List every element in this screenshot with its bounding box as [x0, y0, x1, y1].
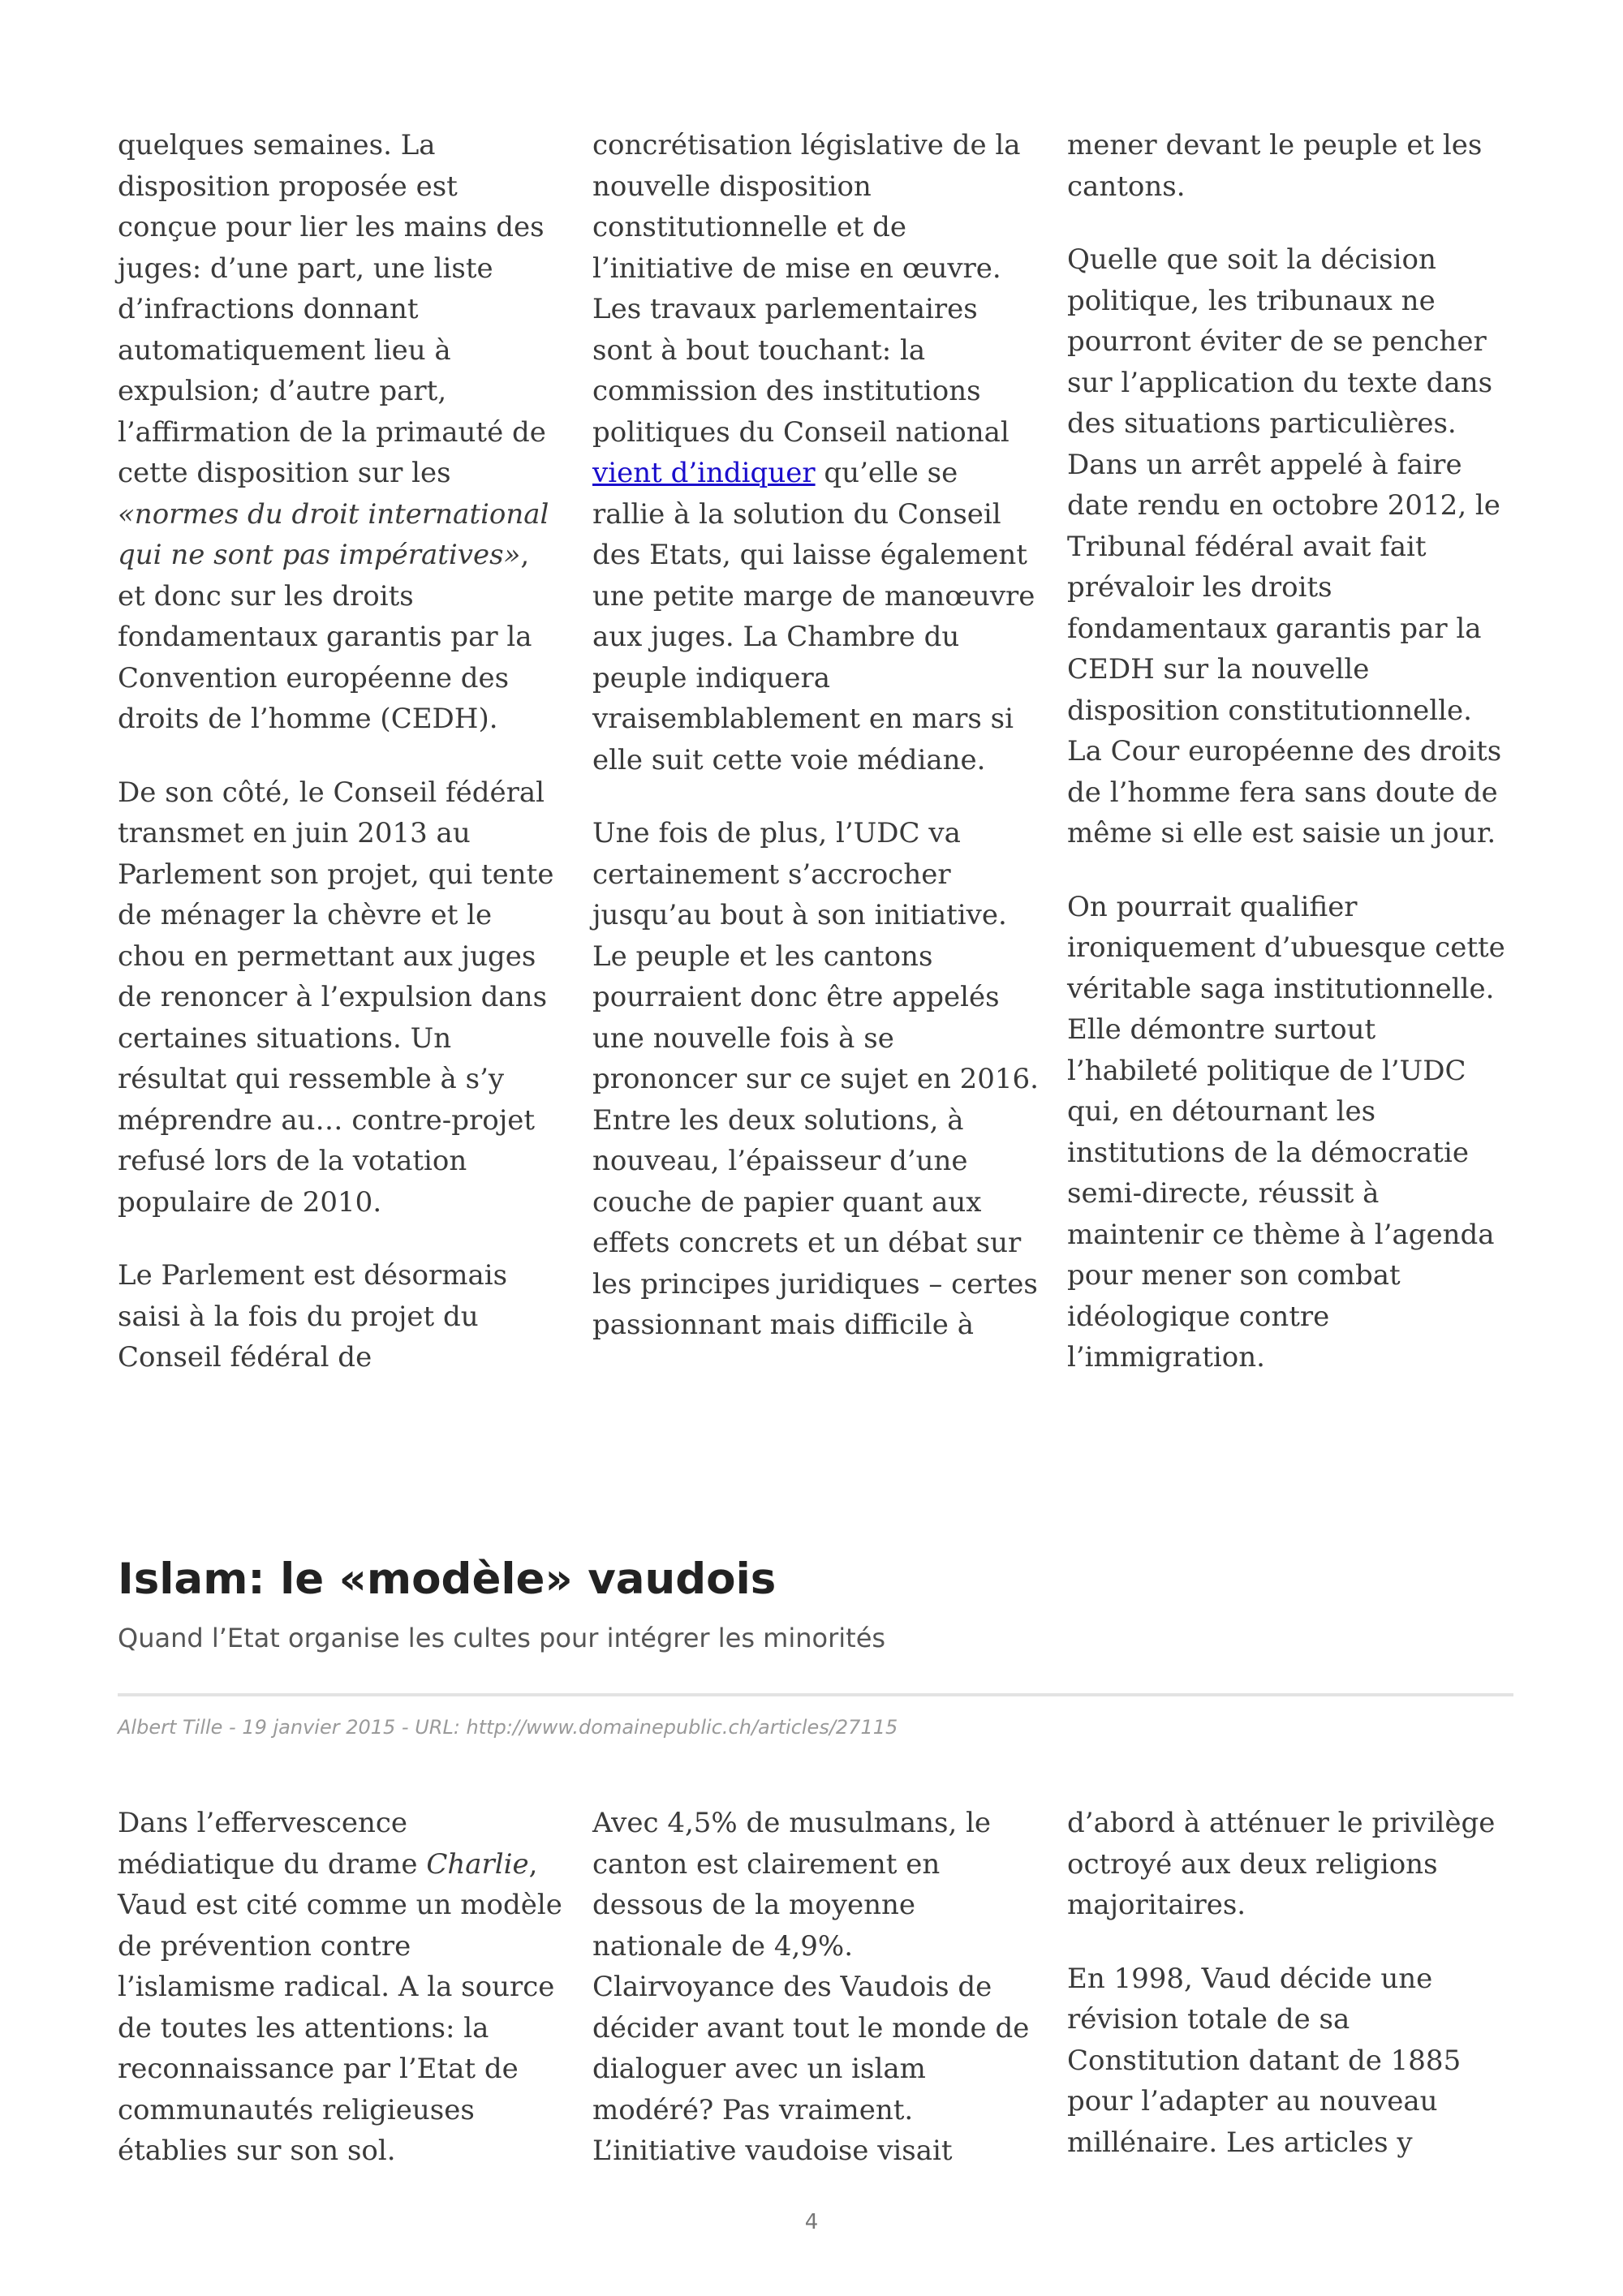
text-run: , Vaud est cité comme un modèle de prévention contre l’islamisme radical. A la source de toutes les attentions: la reconnaissance par l’Etat de communautés religieuses établies sur son sol. — [118, 1847, 562, 2167]
paragraph: d’abord à atténuer le privilège octroyé aux deux religions majoritaires. — [1067, 1807, 1496, 1921]
paragraph: De son côté, le Conseil fédéral transmet en juin 2013 au Parlement son projet, qui tente de ménager la chèvre et le chou en permettant aux juges de renoncer à l’expulsion dans certaines situations. Un résultat qui ressemble à s’y méprendre au… contre-projet refusé lors de la votation populaire de 2010. — [118, 776, 554, 1219]
paragraph: Une fois de plus, l’UDC va certainement s’accrocher jusqu’au bout à son initiative. Le peuple et les cantons pourraient donc être appelés une nouvelle fois à se prononcer sur ce sujet en 2016. Entre les deux solutions, à nouveau, l’épaisseur d’une couche de papier quant aux effets concrets et un débat sur les principes juridiques – certes passionnant mais difficile à — [592, 817, 1039, 1341]
paragraph — [592, 125, 1039, 780]
text-run: Dans l’effervescence médiatique du drame — [118, 1807, 427, 1881]
bottom-column-2 — [592, 1803, 1039, 2172]
paragraph: On pourrait qualifier ironiquement d’ubuesque cette véritable saga institutionnelle. Elle démontre surtout l’habileté politique de l’UDC qui, en détournant les institutions de la démocratie semi-directe, réussit à maintenir ce thème à l’agenda pour mener son combat idéologique contre l’immigration. — [1067, 890, 1505, 1374]
second-article-columns — [118, 1803, 1513, 2172]
bottom-column-1 — [118, 1803, 564, 2172]
top-column-1 — [118, 125, 564, 1378]
text-run: , et donc sur les droits fondamentaux garantis par la Convention européenne des droits de l’homme (CEDH). — [118, 539, 532, 735]
paragraph: Le Parlement est désormais saisi à la fois du projet du Conseil fédéral de — [118, 1259, 508, 1374]
bottom-column-3 — [1067, 1803, 1513, 2172]
paragraph: mener devant le peuple et les cantons. — [1067, 129, 1483, 203]
paragraph: En 1998, Vaud décide une révision totale de sa Constitution datant de 1885 pour l’adapter au nouveau millénaire. Les articles y — [1067, 1962, 1462, 2159]
article-subtitle: Quand l’Etat organise les cultes pour intégrer les minorités — [118, 1623, 886, 1653]
text-run: qu’elle se rallie à la solution du Conseil des Etats, qui laisse également une petite marge de manœuvre aux juges. La Chambre du peuple indiquera vraisemblablement en mars si elle suit cette voie médiane. — [592, 457, 1035, 776]
article-meta: Albert Tille - 19 janvier 2015 - URL: http://www.domainepublic.ch/articles/27115 — [118, 1716, 898, 1739]
text-run: concrétisation législative de la nouvelle disposition constitutionnelle et de l’initiative de mise en œuvre. Les travaux parlementaires sont à bout touchant: la commission des institutions politiques du Conseil national — [592, 129, 1021, 449]
text-run: quelques semaines. La disposition proposée est conçue pour lier les mains des juges: d’une part, une liste d’infractions donnant automatiquement lieu à expulsion; d’autre part, l’affirmation de la primauté de cette disposition sur les — [118, 129, 546, 489]
top-column-3 — [1067, 125, 1513, 1378]
page-number: 4 — [804, 2210, 819, 2234]
charlie-emphasis: Charlie — [426, 1847, 529, 1881]
top-article-columns — [118, 125, 1513, 1378]
paragraph — [118, 125, 564, 740]
paragraph: Avec 4,5% de musulmans, le canton est clairement en dessous de la moyenne nationale de 4,9%. Clairvoyance des Vaudois de décider avant tout le monde de dialoguer avec un islam modéré? Pas vraiment. L’initiative vaudoise visait — [592, 1807, 1030, 2167]
top-column-2 — [592, 125, 1039, 1378]
header-divider — [118, 1693, 1513, 1696]
vient-d-indiquer-link[interactable]: vient d’indiquer — [592, 457, 816, 489]
article-title: Islam: le «modèle» vaudois — [118, 1554, 777, 1604]
paragraph — [118, 1803, 564, 2172]
quoted-norms: «normes du droit international qui ne sont pas impératives» — [118, 497, 549, 571]
paragraph: Quelle que soit la décision politique, les tribunaux ne pourront éviter de se pencher sur l’application du texte dans des situations particulières. Dans un arrêt appelé à faire date rendu en octobre 2012, le Tribunal fédéral avait fait prévaloir les droits fondamentaux garantis par la CEDH sur la nouvelle disposition constitutionnelle. La Cour européenne des droits de l’homme fera sans doute de même si elle est saisie un jour. — [1067, 243, 1502, 849]
